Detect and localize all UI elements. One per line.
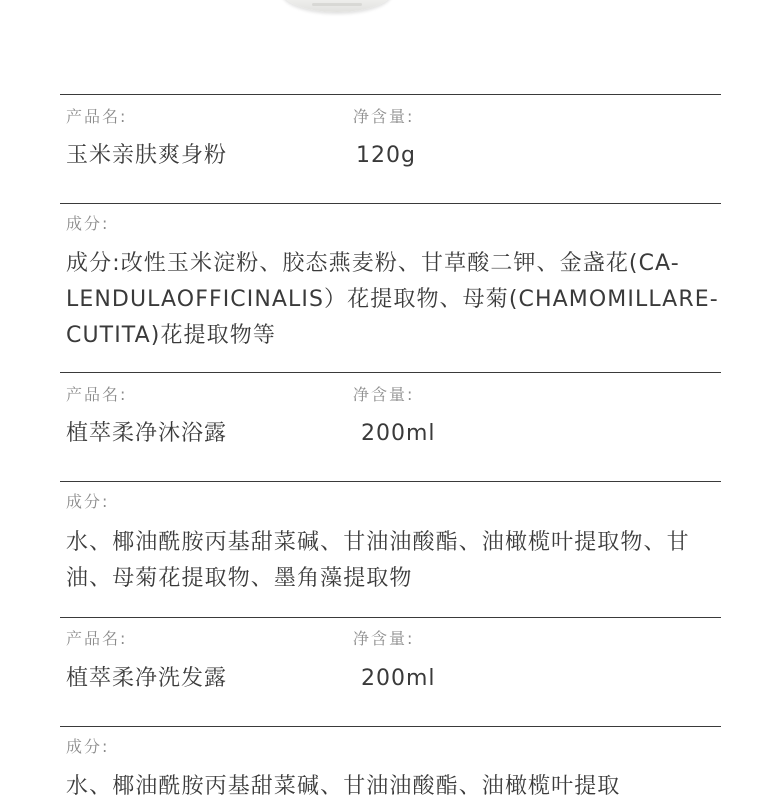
- divider: [60, 94, 721, 95]
- divider: [60, 481, 721, 482]
- product-name-label: 产品名:: [66, 629, 128, 648]
- product-name: 植萃柔净洗发露: [66, 666, 228, 691]
- divider: [60, 372, 721, 373]
- ingredients-line: 水、椰油酰胺丙基甜菜碱、甘油油酸酯、油橄榄叶提取: [66, 774, 621, 799]
- divider: [60, 617, 721, 618]
- net-content-value: 200ml: [361, 666, 436, 691]
- net-content-value: 120g: [356, 143, 416, 168]
- net-content-value: 200ml: [361, 421, 436, 446]
- ingredients-line: CUTITA)花提取物等: [66, 323, 276, 348]
- ingredients-line: LENDULAOFFICINALIS）花提取物、母菊(CHAMOMILLARE-: [66, 287, 719, 312]
- ingredients-label: 成分:: [66, 737, 110, 756]
- product-name: 植萃柔净沐浴露: [66, 421, 228, 446]
- ingredients-line: 油、母菊花提取物、墨角藻提取物: [66, 566, 413, 591]
- ingredients-label: 成分:: [66, 214, 110, 233]
- net-content-label: 净含量:: [353, 107, 415, 126]
- product-name: 玉米亲肤爽身粉: [66, 143, 228, 168]
- divider: [60, 726, 721, 727]
- product-bottle-image: [282, 0, 392, 12]
- ingredients-line: 成分:改性玉米淀粉、胶态燕麦粉、甘草酸二钾、金盏花(CA-: [66, 251, 680, 276]
- ingredients-label: 成分:: [66, 492, 110, 511]
- ingredients-text: [66, 246, 756, 354]
- product-name-label: 产品名:: [66, 107, 128, 126]
- ingredients-line: 水、椰油酰胺丙基甜菜碱、甘油油酸酯、油橄榄叶提取物、甘: [66, 530, 690, 555]
- ingredients-text: [66, 525, 756, 597]
- divider: [60, 203, 721, 204]
- net-content-label: 净含量:: [353, 629, 415, 648]
- product-name-label: 产品名:: [66, 385, 128, 404]
- net-content-label: 净含量:: [353, 385, 415, 404]
